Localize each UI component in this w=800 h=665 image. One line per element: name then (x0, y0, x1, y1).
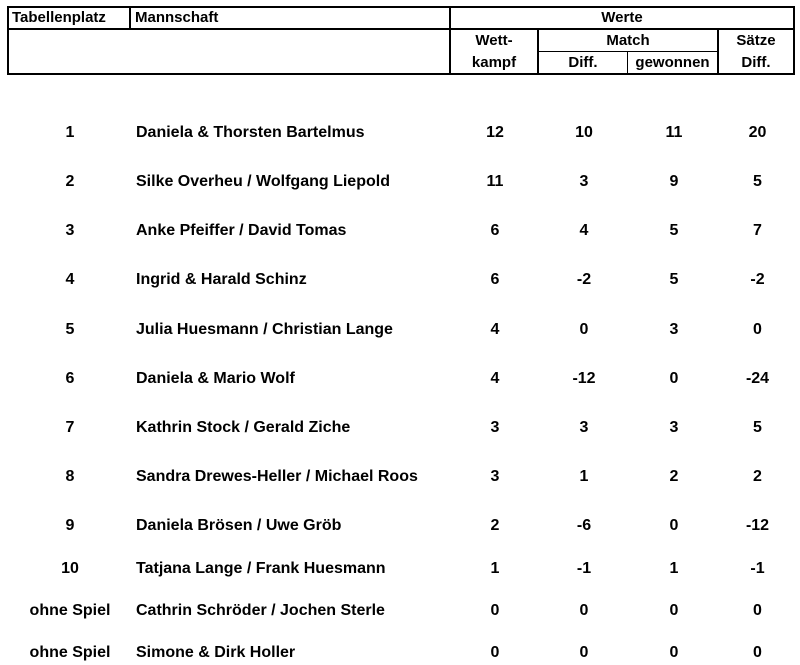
wettkampf-cell: 4 (490, 370, 500, 387)
table-row (0, 320, 800, 340)
saetze-diff-cell: -24 (745, 370, 770, 387)
wettkampf-cell: 11 (486, 173, 504, 190)
match-gewonnen-cell: 0 (669, 602, 679, 619)
saetze-diff-cell: 0 (753, 321, 762, 338)
wettkampf-cell: 2 (490, 517, 500, 534)
wettkampf-cell: 3 (490, 468, 500, 485)
header-divider-werte (450, 28, 795, 30)
match-gewonnen-cell: 5 (669, 222, 679, 239)
rank-cell: 5 (65, 321, 75, 338)
header-border-bottom (7, 73, 795, 75)
team-cell: Anke Pfeiffer / David Tomas (136, 222, 347, 239)
table-row (0, 270, 800, 290)
table-row (0, 172, 800, 192)
table-header (0, 0, 800, 76)
team-cell: Daniela & Thorsten Bartelmus (136, 124, 365, 141)
wettkampf-cell: 1 (490, 560, 500, 577)
team-cell: Cathrin Schröder / Jochen Sterle (136, 602, 385, 619)
match-gewonnen-cell: 0 (669, 644, 679, 661)
match-diff-cell: -2 (576, 271, 592, 288)
wettkampf-cell: 0 (490, 602, 500, 619)
team-cell: Simone & Dirk Holler (136, 644, 296, 661)
wettkampf-cell: 6 (490, 271, 500, 288)
saetze-diff-cell: 5 (753, 419, 762, 436)
header-mannschaft: Mannschaft (135, 9, 219, 26)
match-diff-cell: 3 (579, 419, 589, 436)
header-saetze-line2: Diff. (741, 54, 771, 71)
rank-cell: ohne Spiel (29, 602, 111, 619)
header-border-top (7, 6, 795, 8)
match-gewonnen-cell: 3 (669, 419, 679, 436)
team-cell: Kathrin Stock / Gerald Ziche (136, 419, 351, 436)
saetze-diff-cell: -12 (745, 517, 770, 534)
table-row (0, 467, 800, 487)
table-row (0, 221, 800, 241)
wettkampf-cell: 0 (490, 644, 500, 661)
match-diff-cell: -12 (572, 370, 596, 387)
rank-cell: 3 (65, 222, 75, 239)
rank-cell: 10 (61, 560, 79, 577)
rank-cell: 2 (65, 173, 75, 190)
table-row (0, 418, 800, 438)
header-tabellenplatz: Tabellenplatz (12, 9, 106, 26)
match-gewonnen-cell: 0 (669, 370, 679, 387)
table-row (0, 123, 800, 143)
team-cell: Daniela & Mario Wolf (136, 370, 295, 387)
header-divider-match (538, 51, 718, 52)
saetze-diff-cell: -2 (750, 271, 765, 288)
header-wettkampf-line1: Wett- (475, 32, 513, 49)
match-gewonnen-cell: 5 (669, 271, 679, 288)
saetze-diff-cell: 7 (753, 222, 762, 239)
table-row (0, 369, 800, 389)
wettkampf-cell: 6 (490, 222, 500, 239)
rank-cell: 4 (65, 271, 75, 288)
saetze-diff-cell: -1 (750, 560, 765, 577)
match-diff-cell: 10 (575, 124, 593, 141)
saetze-diff-cell: 5 (753, 173, 762, 190)
rank-cell: ohne Spiel (29, 644, 111, 661)
rank-cell: 9 (65, 517, 75, 534)
match-gewonnen-cell: 9 (669, 173, 679, 190)
rank-cell: 7 (65, 419, 75, 436)
header-werte: Werte (601, 9, 643, 26)
match-diff-cell: 4 (579, 222, 589, 239)
wettkampf-cell: 12 (486, 124, 504, 141)
header-match-gewonnen: gewonnen (635, 54, 710, 71)
table-row (0, 601, 800, 621)
wettkampf-cell: 4 (490, 321, 500, 338)
table-row (0, 516, 800, 536)
match-diff-cell: 0 (579, 321, 589, 338)
table-row (0, 643, 800, 663)
match-diff-cell: 0 (579, 602, 589, 619)
match-diff-cell: -1 (576, 560, 592, 577)
team-cell: Daniela Brösen / Uwe Gröb (136, 517, 342, 534)
match-diff-cell: -6 (576, 517, 592, 534)
header-match-diff: Diff. (568, 54, 598, 71)
rank-cell: 6 (65, 370, 75, 387)
team-cell: Sandra Drewes-Heller / Michael Roos (136, 468, 418, 485)
rank-cell: 1 (65, 124, 75, 141)
saetze-diff-cell: 0 (753, 602, 762, 619)
match-gewonnen-cell: 3 (669, 321, 679, 338)
wettkampf-cell: 3 (490, 419, 500, 436)
header-divider-left-row1 (7, 28, 450, 30)
saetze-diff-cell: 0 (753, 644, 762, 661)
header-border-right (793, 6, 795, 75)
match-gewonnen-cell: 1 (669, 560, 679, 577)
match-diff-cell: 3 (579, 173, 589, 190)
table-row (0, 559, 800, 579)
match-gewonnen-cell: 2 (669, 468, 679, 485)
saetze-diff-cell: 2 (753, 468, 762, 485)
team-cell: Ingrid & Harald Schinz (136, 271, 307, 288)
team-cell: Julia Huesmann / Christian Lange (136, 321, 393, 338)
team-cell: Silke Overheu / Wolfgang Liepold (136, 173, 390, 190)
team-cell: Tatjana Lange / Frank Huesmann (136, 560, 386, 577)
saetze-diff-cell: 20 (748, 124, 767, 141)
header-wettkampf-line2: kampf (471, 54, 517, 71)
match-gewonnen-cell: 11 (665, 124, 683, 141)
header-saetze-line1: Sätze (736, 32, 776, 49)
header-match: Match (606, 32, 650, 49)
rank-cell: 8 (65, 468, 75, 485)
match-gewonnen-cell: 0 (669, 517, 679, 534)
match-diff-cell: 0 (579, 644, 589, 661)
match-diff-cell: 1 (579, 468, 589, 485)
